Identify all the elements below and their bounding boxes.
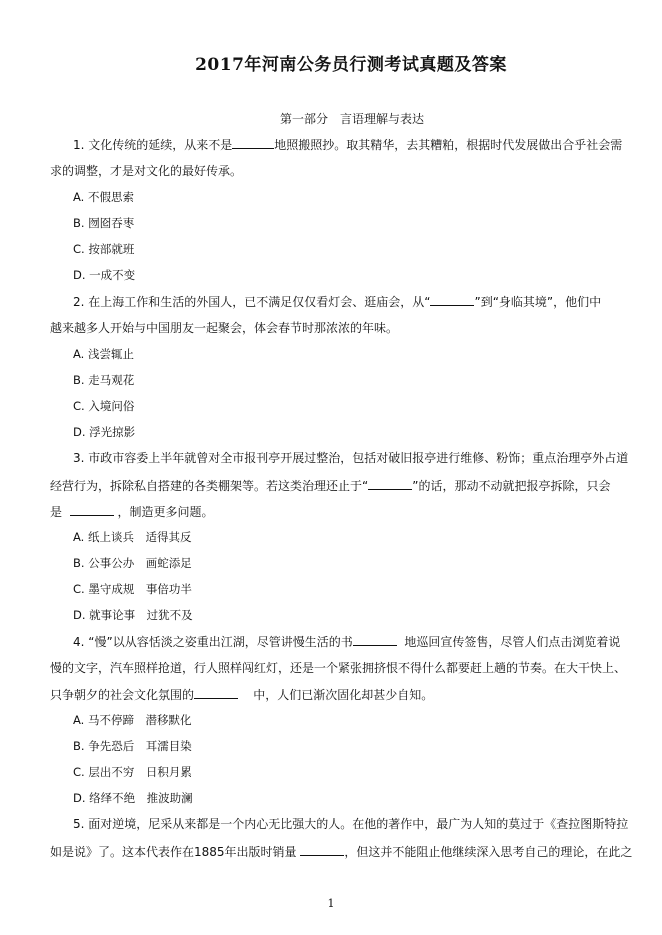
answer-blank (70, 503, 114, 516)
question-text: 1. 文化传统的延续，从来不是 (73, 138, 233, 152)
option-a: A. 不假思索 (73, 190, 134, 204)
question-text: 2. 在上海工作和生活的外国人，已不满足仅仅看灯会、逛庙会，从“ (73, 295, 431, 309)
option-b: B. 囫囵吞枣 (73, 216, 135, 230)
question-4-line-2: 慢的文字，汽车照样抢道，行人照样闯红灯，还是一个紧张拥挤恨不得什么都要赶上趟的节奏。在大干快上、 (50, 661, 627, 675)
question-4-line-3 (50, 686, 433, 703)
option-b: B. 走马观花 (73, 373, 135, 387)
question-text: 只争朝夕的社会文化氛围的 (50, 688, 195, 702)
question-text: 地巡回宣传签售，尽管人们点击浏览着说 (404, 635, 621, 649)
question-1-line-1 (73, 136, 622, 153)
option-b: B. 争先恐后 耳濡目染 (73, 739, 192, 753)
option-c: C. 入境问俗 (73, 399, 135, 413)
question-text: 如是说》了。这本代表作在1885年出版时销量 (50, 845, 297, 859)
question-text: 中，人们已渐次固化却甚少自知。 (253, 688, 434, 702)
question-3-line-2 (50, 477, 610, 494)
question-text: ，但这并不能阻止他继续深入思考自己的理论，在此之 (344, 845, 633, 859)
question-text: 是 (50, 505, 66, 519)
option-d: D. 浮光掠影 (73, 425, 136, 439)
option-a: A. 马不停蹄 潜移默化 (73, 713, 192, 727)
question-text: 地照搬照抄。取其精华，去其糟粕，根据时代发展做出合乎社会需 (274, 138, 623, 152)
section-heading: 第一部分 言语理解与表达 (279, 112, 424, 126)
option-a: A. 纸上谈兵 适得其反 (73, 530, 192, 544)
page-number: 1 (327, 897, 335, 910)
question-text: ，制造更多问题。 (117, 505, 214, 519)
question-3-line-3 (50, 503, 214, 520)
option-d: D. 络绎不绝 推波助澜 (73, 791, 193, 805)
option-a: A. 浅尝辄止 (73, 347, 134, 361)
question-4-line-1 (73, 633, 620, 650)
question-1-line-2: 求的调整，才是对文化的最好传承。 (50, 164, 243, 178)
answer-blank (353, 633, 397, 646)
answer-blank (368, 477, 412, 490)
option-d: D. 就事论事 过犹不及 (73, 608, 193, 622)
option-c: C. 按部就班 (73, 242, 135, 256)
answer-blank (232, 136, 274, 149)
question-3-line-1: 3. 市政市容委上半年就曾对全市报刊亭开展过整治，包括对破旧报亭进行维修、粉饰；重点治理亭外占道 (73, 451, 629, 465)
question-5-line-2 (50, 843, 632, 860)
document-title: 2017年河南公务员行测考试真题及答案 (195, 55, 507, 75)
question-text: 4. “慢”以从容恬淡之姿重出江湖，尽管讲慢生活的书 (73, 635, 353, 649)
question-text: ”的话，那动不动就把报亭拆除，只会 (412, 479, 611, 493)
answer-blank (430, 293, 474, 306)
question-5-line-1: 5. 面对逆境，尼采从来都是一个内心无比强大的人。在他的著作中，最广为人知的莫过于《查拉图斯特拉 (73, 817, 629, 831)
option-d: D. 一成不变 (73, 268, 136, 282)
option-c: C. 层出不穷 日积月累 (73, 765, 192, 779)
question-text: ”到“身临其境”，他们中 (474, 295, 602, 309)
answer-blank (300, 843, 344, 856)
question-2-line-1 (73, 293, 601, 310)
option-c: C. 墨守成规 事倍功半 (73, 582, 192, 596)
question-2-line-2: 越来越多人开始与中国朋友一起聚会，体会春节时那浓浓的年味。 (50, 321, 399, 335)
question-text: 经营行为，拆除私自搭建的各类棚架等。若这类治理还止于“ (50, 479, 369, 493)
answer-blank (194, 686, 238, 699)
option-b: B. 公事公办 画蛇添足 (73, 556, 192, 570)
